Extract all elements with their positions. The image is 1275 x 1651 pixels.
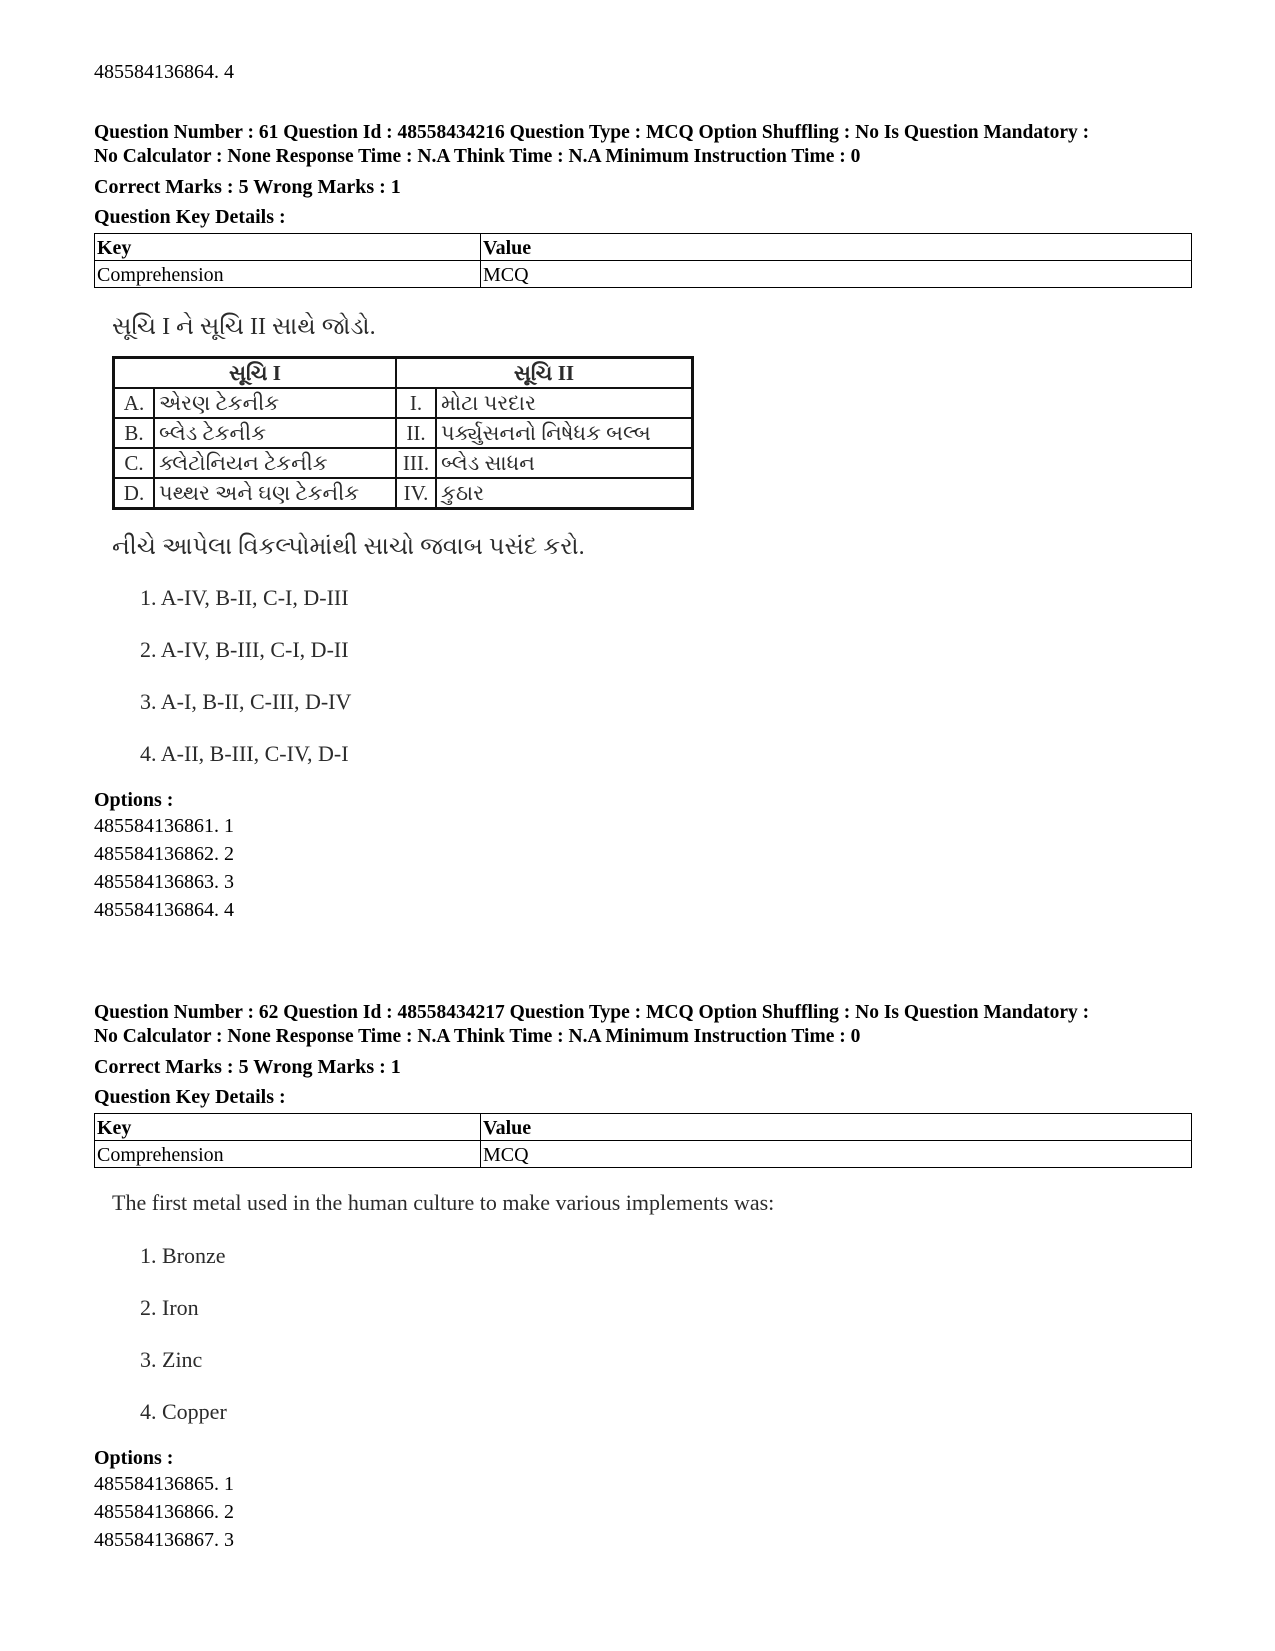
key-table-row: [95, 261, 1192, 288]
key-value-table: [94, 1113, 1192, 1168]
question-meta-line-1: Question Number : 62 Question Id : 48558434217 Question Type : MCQ Option Shuffling : No Is Question Mandatory :: [94, 1002, 1090, 1023]
list-1-item: ક્લેટોનિયન ટેકનીક: [154, 448, 396, 478]
list-2-item: મોટા પરદાર: [436, 388, 693, 418]
question-61: [94, 121, 1194, 924]
question-body-image: [94, 1188, 1194, 1426]
question-meta-line-2: No Calculator : None Response Time : N.A Think Time : N.A Minimum Instruction Time : 0: [94, 1026, 861, 1047]
question-meta-line-1: Question Number : 61 Question Id : 48558434216 Question Type : MCQ Option Shuffling : No Is Question Mandatory :: [94, 122, 1090, 143]
option-line: 485584136863. 3: [94, 871, 234, 893]
list-1-item: બ્લેડ ટેકનીક: [154, 418, 396, 448]
option-line: 485584136867. 3: [94, 1529, 234, 1551]
key-cell: Comprehension: [95, 261, 481, 288]
question-62: [94, 1001, 1194, 1554]
question-prompt: The first metal used in the human culture to make various implements was:: [112, 1190, 775, 1215]
key-table-header-row: [95, 1114, 1192, 1141]
list-2-label: II.: [396, 418, 436, 448]
answer-choice: 2. Iron: [140, 1295, 199, 1320]
list-1-label: D.: [114, 478, 155, 509]
match-table-row: [114, 388, 693, 418]
match-table-header-row: [114, 358, 693, 389]
question-instruction: નીચે આપેલા વિકલ્પોમાંથી સાચો જવાબ પસંદ કરો.: [112, 534, 585, 560]
list-2-label: I.: [396, 388, 436, 418]
answer-choice: 4. Copper: [140, 1399, 227, 1424]
question-prompt: સૂચિ I ને સૂચિ II સાથે જોડો.: [112, 314, 376, 340]
question-key-details-label: Question Key Details :: [94, 206, 286, 228]
question-meta-line-2: No Calculator : None Response Time : N.A Think Time : N.A Minimum Instruction Time : 0: [94, 146, 861, 167]
previous-option-line: 485584136864. 4: [94, 61, 234, 83]
list-2-item: પર્ક્યુસનનો નિષેધક બલ્બ: [436, 418, 693, 448]
list-2-header: સૂચિ II: [396, 358, 693, 389]
answer-choice: 1. A-IV, B-II, C-I, D-III: [140, 585, 349, 610]
key-cell: Comprehension: [95, 1141, 481, 1168]
option-line: 485584136865. 1: [94, 1473, 234, 1495]
answer-choice: 3. Zinc: [140, 1347, 203, 1372]
list-1-label: B.: [114, 418, 155, 448]
option-line: 485584136861. 1: [94, 815, 234, 837]
question-body-image: [94, 312, 1194, 768]
answer-choice: 2. A-IV, B-III, C-I, D-II: [140, 637, 349, 662]
list-2-label: III.: [396, 448, 436, 478]
match-table-row: [114, 418, 693, 448]
match-table: [112, 356, 694, 510]
list-1-label: A.: [114, 388, 155, 418]
list-2-item: બ્લેડ સાધન: [436, 448, 693, 478]
answer-choice: 4. A-II, B-III, C-IV, D-I: [140, 741, 349, 766]
list-2-label: IV.: [396, 478, 436, 509]
option-line: 485584136862. 2: [94, 843, 234, 865]
match-table-row: [114, 448, 693, 478]
option-line: 485584136866. 2: [94, 1501, 234, 1523]
answer-choice: 3. A-I, B-II, C-III, D-IV: [140, 689, 352, 714]
value-header: Value: [481, 234, 1192, 261]
match-table-row: [114, 478, 693, 509]
question-marks: Correct Marks : 5 Wrong Marks : 1: [94, 176, 401, 198]
key-table-header-row: [95, 234, 1192, 261]
key-header: Key: [95, 234, 481, 261]
key-header: Key: [95, 1114, 481, 1141]
list-1-item: એરણ ટેકનીક: [154, 388, 396, 418]
list-1-header: સૂચિ I: [114, 358, 397, 389]
value-cell: MCQ: [481, 261, 1192, 288]
list-1-label: C.: [114, 448, 155, 478]
question-marks: Correct Marks : 5 Wrong Marks : 1: [94, 1056, 401, 1078]
list-1-item: પથ્થર અને ઘણ ટેકનીક: [154, 478, 396, 509]
list-2-item: કુઠાર: [436, 478, 693, 509]
options-label: Options :: [94, 1447, 174, 1469]
answer-choice: 1. Bronze: [140, 1243, 226, 1268]
key-value-table: [94, 233, 1192, 288]
value-header: Value: [481, 1114, 1192, 1141]
options-label: Options :: [94, 789, 174, 811]
question-key-details-label: Question Key Details :: [94, 1086, 286, 1108]
value-cell: MCQ: [481, 1141, 1192, 1168]
option-line: 485584136864. 4: [94, 899, 234, 921]
key-table-row: [95, 1141, 1192, 1168]
